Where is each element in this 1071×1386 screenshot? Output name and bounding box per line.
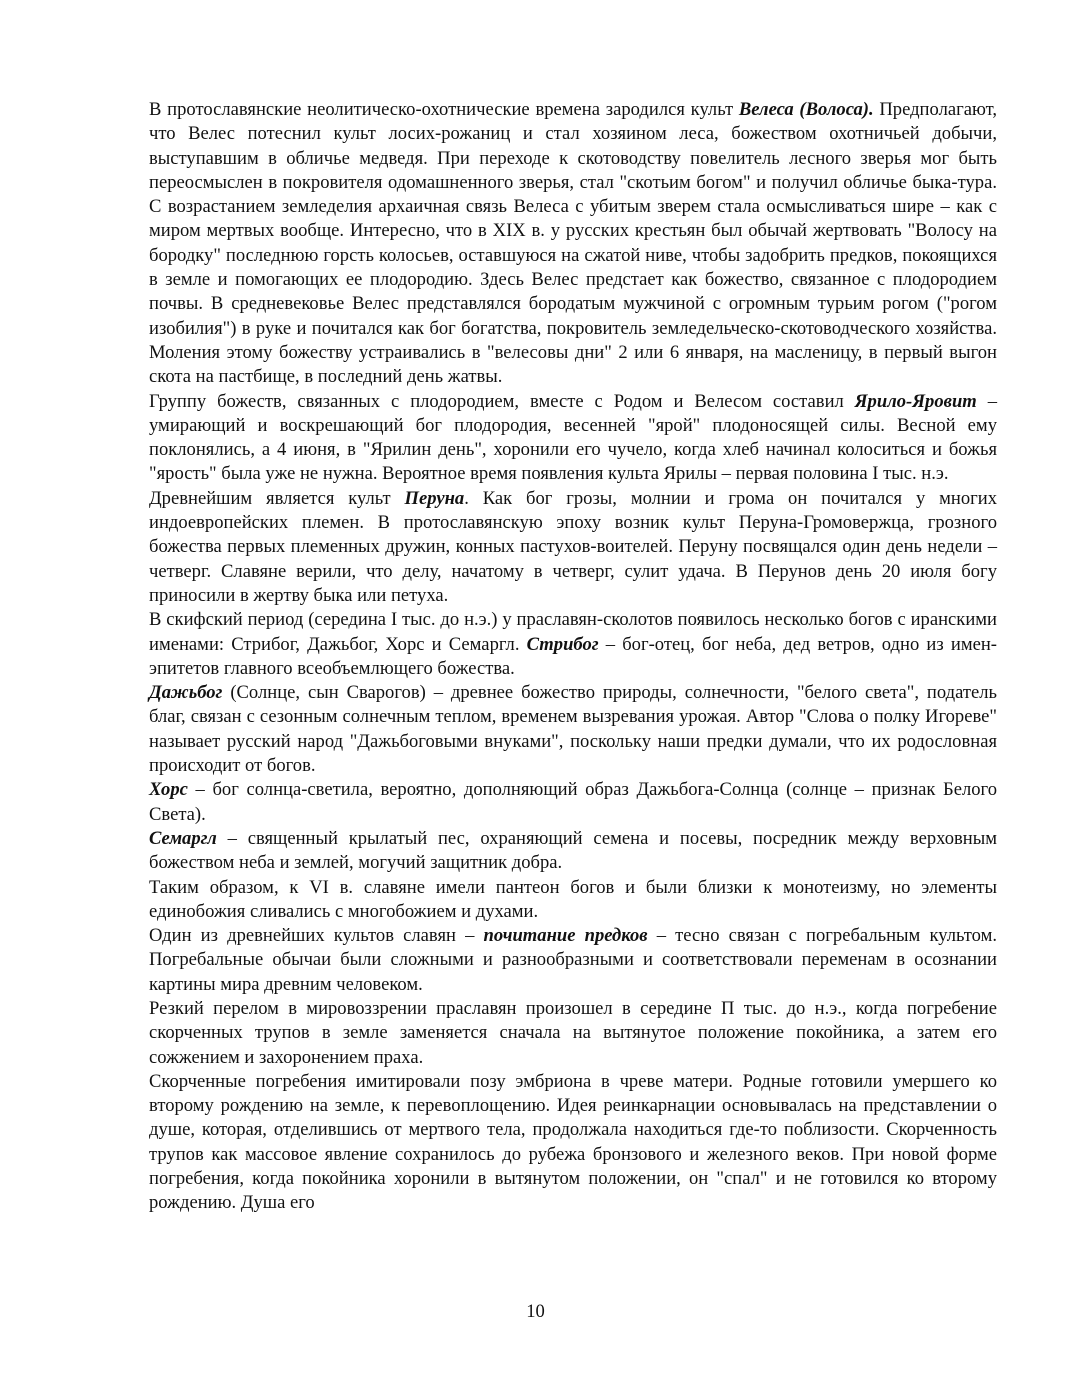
text-run: – бог солнца-светила, вероятно, дополняющий образ Дажьбога-Солнца (солнце – признак Белого Света).	[149, 779, 997, 825]
paragraph	[149, 487, 997, 608]
text-run: – умирающий и воскрешающий бог плодородия, весенней "ярой" плодоносящей силы. Весной ему поклонялись, а 4 июня, в "Ярилин день", хоронили его чучело, когда хлеб начинал колоситься и божья "ярость" была уже не нужна. Вероятное время появления культа Ярилы – первая половина I тыс. н.э.	[149, 390, 997, 485]
paragraph	[149, 997, 997, 1070]
paragraph	[149, 98, 997, 390]
paragraph	[149, 924, 997, 997]
paragraph	[149, 608, 997, 681]
text-run: Таким образом, к VI в. славяне имели пантеон богов и были близки к монотеизму, но элементы единобожия сливались с многобожием и духами.	[149, 876, 997, 922]
paragraph	[149, 681, 997, 778]
paragraph	[149, 827, 997, 876]
page-number: 10	[526, 1301, 545, 1322]
text-run: В скифский период (середина I тыс. до н.э.) у праславян-сколотов появилось несколько богов с иранскими именами: Стрибог, Дажьбог, Хорс и Семаргл.	[149, 609, 997, 655]
text-run: – бог-отец, бог неба, дед ветров, одно из имен-эпитетов главного всеобъемлющего божества.	[149, 633, 997, 679]
emphasized-term: Велеса (Волоса).	[738, 99, 874, 120]
text-run: Предполагают, что Велес потеснил культ лосих-рожаниц и стал хозяином леса, божеством охотничьей добычи, выступавшим в обличье медведя. При переходе к скотоводству повелитель лесного зверья мог быть переосмыслен в покровителя одомашненного зверья, стал "скотьим богом" и получил обличье быка-тура. С возрастанием земледелия архаичная связь Велеса с убитым зверем стала осмысливаться шире – как с миром мертвых вообще. Интересно, что в XIX в. у русских крестьян был обычай жертвовать "Волосу на бородку" последнюю горсть колосьев, оставшуюся на сжатой ниве, чтобы задобрить предков, покоящихся в земле и помогающих ее плодородию. Здесь Велес предстает как божество, связанное с плодородием почвы. В средневековье Велес представлялся бородатым мужчиной с огромным турьим рогом ("рогом изобилия") в руке и почитался как бог богатства, покровитель земледельческо-скотоводческого хозяйства. Моления этому божеству устраивались в "велесовы дни" 2 или 6 января, на масленицу, в первый выгон скота на пастбище, в последний день жатвы.	[149, 99, 997, 388]
text-run: . Как бог грозы, молнии и грома он почитался у многих индоевропейских племен. В протославянскую эпоху возник культ Перуна-Громовержца, грозного божества первых племенных дружин, конных пастухов-воителей. Перуну посвящался один день недели – четверг. Славяне верили, что делу, начатому в четверг, сулит удача. В Перунов день 20 июля богу приносили в жертву быка или петуха.	[149, 487, 997, 606]
paragraph	[149, 778, 997, 827]
text-run: – тесно связан с погребальным культом. Погребальные обычаи были сложными и разнообразными и соответствовали переменам в осознании картины мира древним человеком.	[149, 925, 997, 995]
emphasized-term: Перуна	[404, 487, 465, 509]
emphasized-term: Семаргл	[149, 827, 217, 849]
text-run: Группу божеств, связанных с плодородием, вместе с Родом и Велесом составил	[149, 390, 855, 412]
paragraph	[149, 390, 997, 487]
emphasized-term: Дажьбог	[149, 682, 223, 704]
paragraph	[149, 1070, 997, 1216]
emphasized-term: Стрибог	[526, 633, 599, 655]
document-body	[149, 98, 997, 1216]
text-run: – священный крылатый пес, охраняющий семена и посевы, посредник между верховным божеством неба и землей, могучий защитник добра.	[149, 827, 997, 874]
emphasized-term: Ярило-Яровит	[854, 390, 977, 412]
text-run: Древнейшим является культ	[149, 487, 405, 509]
text-run: Один из древнейших культов славян –	[149, 925, 484, 947]
emphasized-term: Хорс	[149, 779, 188, 801]
paragraph	[149, 876, 997, 925]
text-run: Резкий перелом в мировоззрении праславян произошел в середине П тыс. до н.э., когда погребение скорченных трупов в земле заменяется сначала на вытянутое положение покойника, а затем его сожжением и захоронением праха.	[149, 997, 997, 1068]
text-run: Скорченные погребения имитировали позу эмбриона в чреве матери. Родные готовили умершего ко второму рождению на земле, к перевоплощению. Идея реинкарнации основывалась на представлении о душе, которая, отделившись от мертвого тела, продолжала находиться где-то поблизости. Скорченность трупов как массовое явление сохранилось до рубежа бронзового и железного веков. При новой форме погребения, когда покойника хоронили в вытянутом положении, он "спал" и не готовился ко второму рождению. Душа его	[149, 1070, 997, 1214]
text-run: (Солнце, сын Сварогов) – древнее божество природы, солнечности, "белого света", податель благ, связан с сезонным солнечным теплом, временем вызревания урожая. Автор "Слова о полку Игореве" называет русский народ "Дажьбоговыми внуками", поскольку наши предки думали, что их родословная происходит от богов.	[149, 682, 997, 777]
text-run: В протославянские неолитическо-охотнические времена зародился культ	[149, 99, 739, 120]
emphasized-term: почитание предков	[483, 925, 648, 947]
